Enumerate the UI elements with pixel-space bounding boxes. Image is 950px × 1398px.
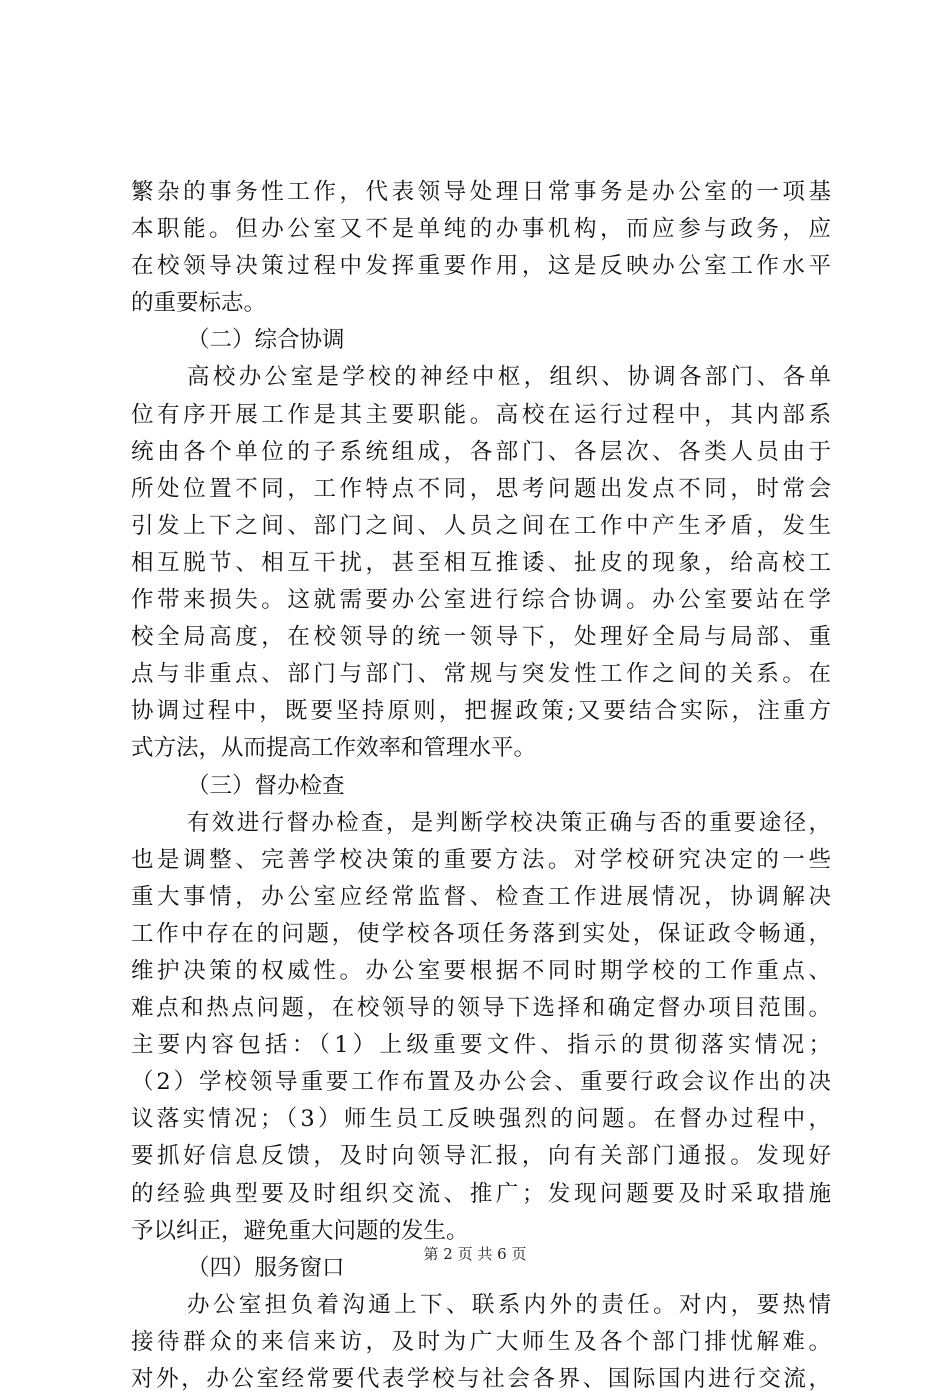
text-line: 位有序开展工作是其主要职能。高校在运行过程中，其内部系 [131, 401, 831, 428]
text-line: 所处位置不同，工作特点不同，思考问题出发点不同，时常会 [131, 475, 831, 502]
text-line: 高校办公室是学校的神经中枢，组织、协调各部门、各单 [187, 364, 831, 391]
text-line: 主要内容包括：（1）上级重要文件、指示的贯彻落实情况； [131, 1032, 831, 1059]
text-line: 维护决策的权威性。办公室要根据不同时期学校的工作重点、 [131, 957, 831, 984]
text-line: 的经验典型要及时组织交流、推广；发现问题要及时采取措施 [131, 1180, 831, 1207]
text-line: 相互脱节、相互干扰，甚至相互推诿、扯皮的现象，给高校工 [131, 549, 831, 576]
text-line: 有效进行督办检查，是判断学校决策正确与否的重要途径， [187, 809, 831, 836]
text-line: 点与非重点、部门与部门、常规与突发性工作之间的关系。在 [131, 661, 831, 688]
text-line: 在校领导决策过程中发挥重要作用，这是反映办公室工作水平 [131, 253, 831, 280]
text-line: 要抓好信息反馈，及时向领导汇报，向有关部门通报。发现好 [131, 1143, 831, 1170]
text-line: 接待群众的来信来访，及时为广大师生及各个部门排忧解难。 [131, 1328, 831, 1355]
text-line: 繁杂的事务性工作，代表领导处理日常事务是办公室的一项基 [131, 179, 831, 205]
text-line: （2）学校领导重要工作布置及办公会、重要行政会议作出的决 [131, 1069, 831, 1096]
text-line: 协调过程中，既要坚持原则，把握政策;又要结合实际，注重方 [131, 698, 831, 725]
text-line: 工作中存在的问题，使学校各项任务落到实处，保证政令畅通， [131, 920, 831, 947]
text-line: 予以纠正，避免重大问题的发生。 [131, 1217, 469, 1244]
text-line: 的重要标志。 [131, 290, 267, 317]
body-text [131, 174, 831, 1398]
text-line: 校全局高度，在校领导的统一领导下，处理好全局与局部、重 [131, 624, 831, 651]
section-heading: （四）服务窗口 [187, 1254, 345, 1281]
text-line: 重大事情，办公室应经常监督、检查工作进展情况，协调解决 [131, 883, 831, 910]
text-line: 引发上下之间、部门之间、人员之间在工作中产生矛盾，发生 [131, 512, 831, 539]
text-line: 对外，办公室经常要代表学校与社会各界、国际国内进行交流， [131, 1366, 831, 1392]
text-line: 统由各个单位的子系统组成，各部门、各层次、各类人员由于 [131, 438, 831, 465]
text-line: 作带来损失。这就需要办公室进行综合协调。办公室要站在学 [131, 587, 831, 614]
text-line: 式方法，从而提高工作效率和管理水平。 [131, 735, 537, 762]
text-line: 本职能。但办公室又不是单纯的办事机构，而应参与政务，应 [131, 216, 831, 243]
text-line: 难点和热点问题，在校领导的领导下选择和确定督办项目范围。 [131, 995, 831, 1022]
section-heading: （二）综合协调 [187, 327, 345, 354]
text-line: 议落实情况；（3）师生员工反映强烈的问题。在督办过程中， [131, 1106, 831, 1133]
section-heading: （三）督办检查 [187, 772, 345, 799]
page-footer [0, 1243, 950, 1264]
text-line: 也是调整、完善学校决策的重要方法。对学校研究决定的一些 [131, 846, 831, 873]
page-number: 第 2 页 共 6 页 [423, 1245, 527, 1263]
text-line: 办公室担负着沟通上下、联系内外的责任。对内，要热情 [187, 1291, 831, 1318]
